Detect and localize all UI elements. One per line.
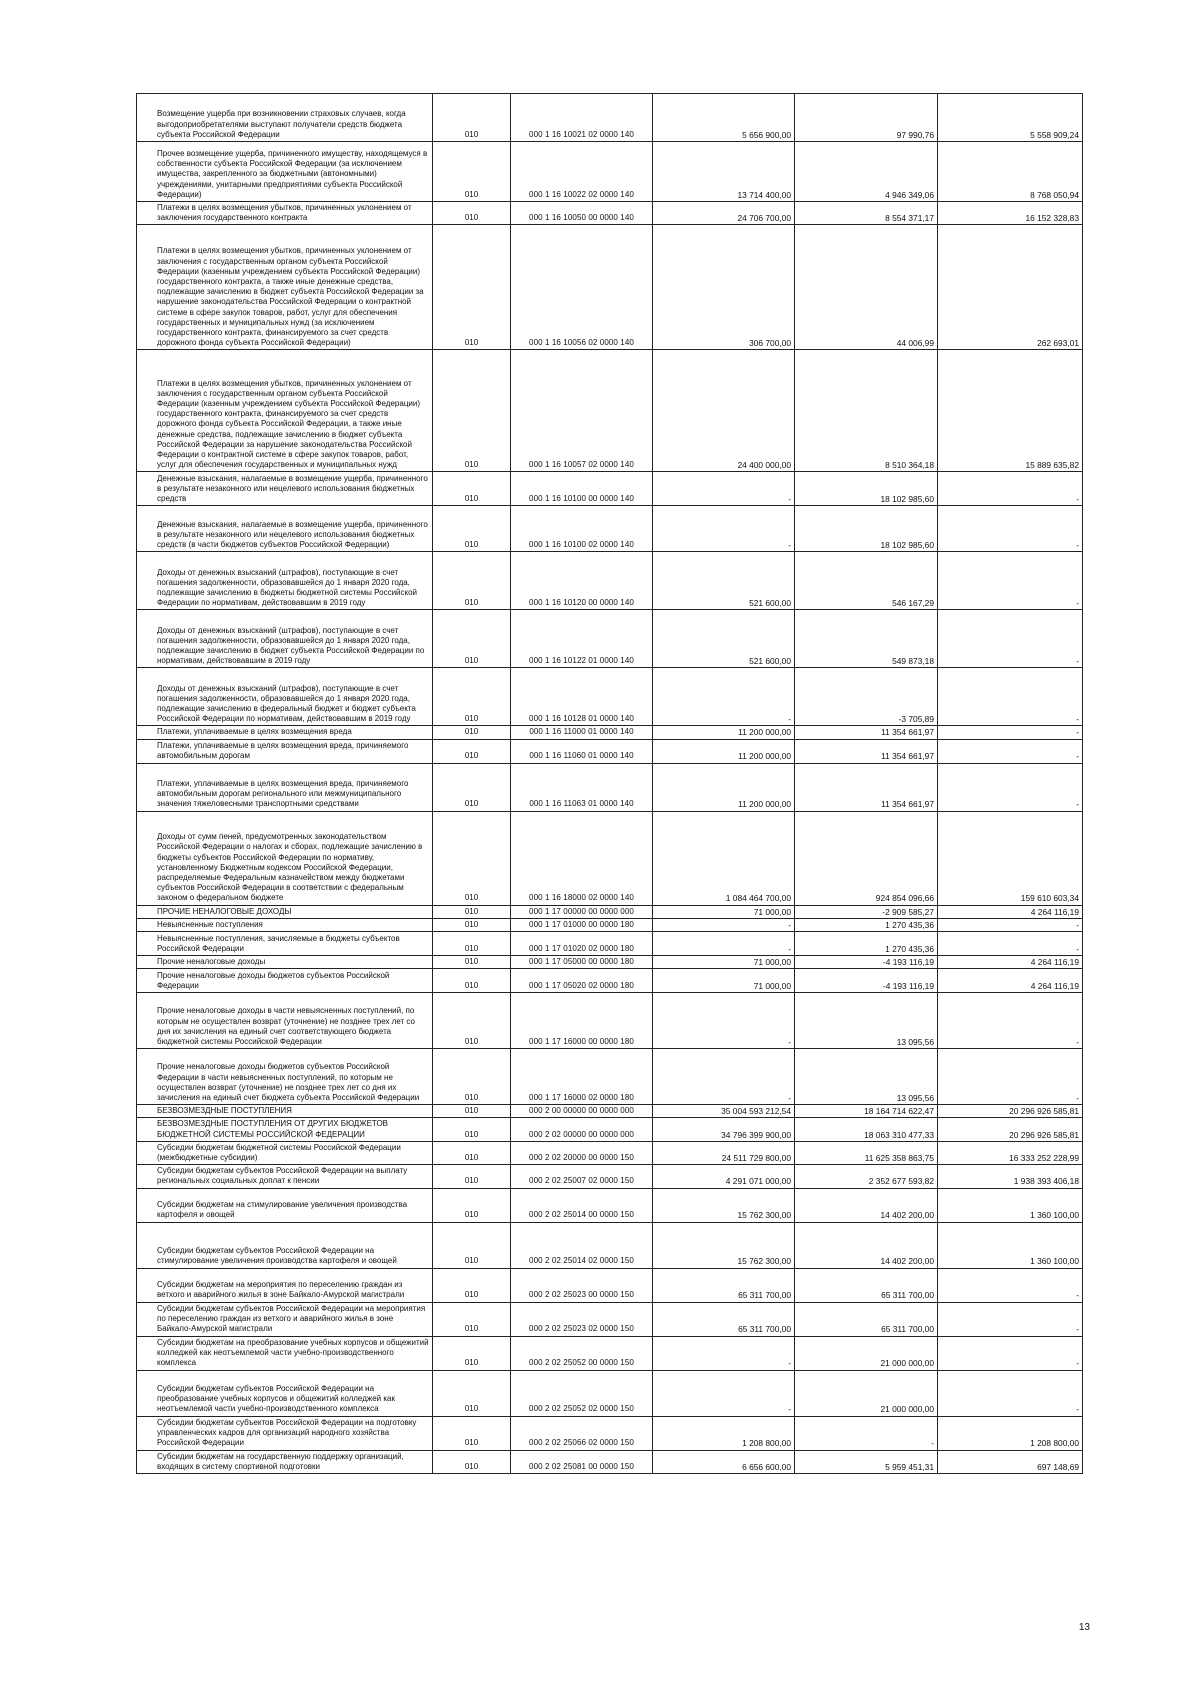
row-approved-amount: 65 311 700,00 [653,1302,795,1336]
table-row [137,472,1083,506]
row-budget-classification-code: 000 2 02 20000 00 0000 150 [511,1141,653,1164]
row-budget-classification-code: 000 1 17 05020 02 0000 180 [511,969,653,993]
row-executed-amount: 924 854 096,66 [795,811,938,905]
row-executed-amount: 549 873,18 [795,610,938,668]
row-description: Субсидии бюджетам субъектов Российской Федерации на преобразование учебных корпусов и общежитий колледжей как неотъемлемой части учебно-производственного комплекса [137,1370,433,1416]
budget-table [136,93,1083,1474]
row-executed-amount: 44 006,99 [795,225,938,350]
table-row [137,225,1083,350]
row-unexecuted-amount: - [938,1336,1083,1370]
row-approved-amount: - [653,472,795,506]
row-executed-amount: 2 352 677 593,82 [795,1165,938,1188]
row-description: Прочие неналоговые доходы бюджетов субъектов Российской Федерации [137,969,433,993]
row-unexecuted-amount: - [938,726,1083,739]
row-unexecuted-amount: - [938,1268,1083,1302]
row-approved-amount: - [653,1336,795,1370]
row-line-code: 010 [433,225,511,350]
row-unexecuted-amount: 4 264 116,19 [938,905,1083,918]
row-unexecuted-amount: 16 152 328,83 [938,202,1083,225]
row-approved-amount: 306 700,00 [653,225,795,350]
row-unexecuted-amount: - [938,668,1083,726]
row-unexecuted-amount: 1 208 800,00 [938,1416,1083,1450]
row-approved-amount: 24 511 729 800,00 [653,1141,795,1164]
row-budget-classification-code: 000 1 16 11060 01 0000 140 [511,739,653,763]
row-executed-amount: 18 164 714 622,47 [795,1105,938,1118]
row-line-code: 010 [433,993,511,1049]
row-executed-amount: -3 705,89 [795,668,938,726]
row-description: БЕЗВОЗМЕЗДНЫЕ ПОСТУПЛЕНИЯ ОТ ДРУГИХ БЮДЖЕТОВ БЮДЖЕТНОЙ СИСТЕМЫ РОССИЙСКОЙ ФЕДЕРАЦИИ [137,1118,433,1141]
row-line-code: 010 [433,142,511,202]
row-description: Платежи в целях возмещения убытков, причиненных уклонением от заключения государственного контракта [137,202,433,225]
row-budget-classification-code: 000 2 02 25052 02 0000 150 [511,1370,653,1416]
row-approved-amount: - [653,1370,795,1416]
table-row [137,1450,1083,1473]
row-line-code: 010 [433,1118,511,1141]
row-description: Платежи, уплачиваемые в целях возмещения вреда [137,726,433,739]
row-budget-classification-code: 000 2 00 00000 00 0000 000 [511,1105,653,1118]
row-executed-amount: 65 311 700,00 [795,1302,938,1336]
table-row [137,1105,1083,1118]
row-budget-classification-code: 000 1 16 10100 00 0000 140 [511,472,653,506]
row-line-code: 010 [433,969,511,993]
row-line-code: 010 [433,202,511,225]
row-line-code: 010 [433,552,511,610]
row-line-code: 010 [433,610,511,668]
row-line-code: 010 [433,905,511,918]
row-executed-amount: -4 193 116,19 [795,956,938,969]
table-row [137,1141,1083,1164]
row-unexecuted-amount: 16 333 252 228,99 [938,1141,1083,1164]
row-unexecuted-amount: 8 768 050,94 [938,142,1083,202]
row-unexecuted-amount: 20 296 926 585,81 [938,1118,1083,1141]
row-description: Платежи в целях возмещения убытков, причиненных уклонением от заключения с государственным органом субъекта Российской Федерации (казенным учреждением субъекта Российской Федерации) государственного контракта, финансируемого за счет средств дорожного фонда субъекта Российской Федерации, а также иные денежные средства, подлежащие зачислению в бюджет субъекта Российской Федерации за нарушение законодательства Российской Федерации о контрактной системе в сфере закупок товаров, работ, услуг для обеспечения государственных и муниципальных нужд [137,350,433,472]
row-budget-classification-code: 000 1 17 16000 00 0000 180 [511,993,653,1049]
row-description: Платежи в целях возмещения убытков, причиненных уклонением от заключения с государственным органом субъекта Российской Федерации (казенным учреждением субъекта Российской Федерации) государственного контракта, а также иные денежные средства, подлежащие зачислению в бюджет субъекта Российской Федерации за нарушение законодательства Российской Федерации о контрактной системе в сфере закупок товаров, работ, услуг для обеспечения государственных и муниципальных нужд (за исключением государственного контракта, финансируемого за счет средств дорожного фонда субъекта Российской Федерации) [137,225,433,350]
table-row [137,1049,1083,1105]
row-line-code: 010 [433,739,511,763]
row-description: Денежные взыскания, налагаемые в возмещение ущерба, причиненного в результате незаконного или нецелевого использования бюджетных средств [137,472,433,506]
row-description: Прочее возмещение ущерба, причиненного имуществу, находящемуся в собственности субъекта Российской Федерации (за исключением имущества, закрепленного за бюджетными (автономными) учреждениями, унитарными предприятиями субъекта Российской Федерации) [137,142,433,202]
row-approved-amount: 71 000,00 [653,905,795,918]
table-row [137,350,1083,472]
row-budget-classification-code: 000 1 16 10021 02 0000 140 [511,94,653,142]
row-approved-amount: - [653,668,795,726]
table-row [137,1118,1083,1141]
row-executed-amount: 13 095,56 [795,993,938,1049]
table-row [137,739,1083,763]
row-description: Платежи, уплачиваемые в целях возмещения вреда, причиняемого автомобильным дорогам [137,739,433,763]
row-budget-classification-code: 000 1 16 10100 02 0000 140 [511,506,653,552]
row-line-code: 010 [433,668,511,726]
row-line-code: 010 [433,763,511,811]
row-budget-classification-code: 000 1 17 16000 02 0000 180 [511,1049,653,1105]
table-row [137,969,1083,993]
row-executed-amount: 21 000 000,00 [795,1336,938,1370]
row-executed-amount: 18 063 310 477,33 [795,1118,938,1141]
row-budget-classification-code: 000 1 17 01000 00 0000 180 [511,918,653,931]
row-unexecuted-amount: - [938,993,1083,1049]
row-budget-classification-code: 000 1 16 11000 01 0000 140 [511,726,653,739]
row-unexecuted-amount: 4 264 116,19 [938,969,1083,993]
row-budget-classification-code: 000 1 16 11063 01 0000 140 [511,763,653,811]
row-line-code: 010 [433,726,511,739]
row-approved-amount: - [653,993,795,1049]
row-budget-classification-code: 000 2 02 25014 00 0000 150 [511,1188,653,1222]
row-approved-amount: 65 311 700,00 [653,1268,795,1302]
row-budget-classification-code: 000 1 16 10022 02 0000 140 [511,142,653,202]
row-budget-classification-code: 000 1 16 18000 02 0000 140 [511,811,653,905]
row-unexecuted-amount: 15 889 635,82 [938,350,1083,472]
row-budget-classification-code: 000 2 02 25066 02 0000 150 [511,1416,653,1450]
row-description: Прочие неналоговые доходы [137,956,433,969]
table-row [137,1165,1083,1188]
row-unexecuted-amount: - [938,610,1083,668]
row-executed-amount: 8 510 364,18 [795,350,938,472]
page-number: 13 [1078,1622,1090,1633]
row-budget-classification-code: 000 1 16 10120 00 0000 140 [511,552,653,610]
row-approved-amount: 521 600,00 [653,610,795,668]
row-description: БЕЗВОЗМЕЗДНЫЕ ПОСТУПЛЕНИЯ [137,1105,433,1118]
row-unexecuted-amount: 159 610 603,34 [938,811,1083,905]
table-row [137,1370,1083,1416]
row-executed-amount: 4 946 349,06 [795,142,938,202]
row-unexecuted-amount: 1 360 100,00 [938,1222,1083,1268]
row-approved-amount: 1 208 800,00 [653,1416,795,1450]
row-unexecuted-amount: - [938,1302,1083,1336]
row-line-code: 010 [433,1450,511,1473]
row-executed-amount: 14 402 200,00 [795,1222,938,1268]
row-description: Субсидии бюджетам на государственную поддержку организаций, входящих в систему спортивной подготовки [137,1450,433,1473]
row-line-code: 010 [433,1416,511,1450]
row-description: Субсидии бюджетам на преобразование учебных корпусов и общежитий колледжей как неотъемлемой части учебно-производственного комплекса [137,1336,433,1370]
table-row [137,1302,1083,1336]
row-description: Доходы от сумм пеней, предусмотренных законодательством Российской Федерации о налогах и сборах, подлежащие зачислению в бюджеты субъектов Российской Федерации по нормативу, установленному Бюджетным кодексом Российской Федерации, распределяемые Федеральным казначейством между бюджетами субъектов Российской Федерации в соответствии с федеральным законом о федеральном бюджете [137,811,433,905]
row-approved-amount: 11 200 000,00 [653,763,795,811]
row-line-code: 010 [433,506,511,552]
row-line-code: 010 [433,94,511,142]
row-description: Прочие неналоговые доходы в части невыясненных поступлений, по которым не осуществлен возврат (уточнение) не позднее трех лет со дня их зачисления на единый счет соответствующего бюджета бюджетной системы Российской Федерации [137,993,433,1049]
table-row [137,94,1083,142]
row-unexecuted-amount: 4 264 116,19 [938,956,1083,969]
row-executed-amount: 97 990,76 [795,94,938,142]
table-row [137,142,1083,202]
row-executed-amount: 11 354 661,97 [795,763,938,811]
table-row [137,763,1083,811]
row-unexecuted-amount: 20 296 926 585,81 [938,1105,1083,1118]
row-description: Субсидии бюджетам субъектов Российской Федерации на стимулирование увеличения производства картофеля и овощей [137,1222,433,1268]
row-line-code: 010 [433,918,511,931]
row-description: Доходы от денежных взысканий (штрафов), поступающие в счет погашения задолженности, образовавшейся до 1 января 2020 года, подлежащие зачислению в бюджет субъекта Российской Федерации по нормативам, действовавшим в 2019 году [137,610,433,668]
table-row [137,905,1083,918]
table-row [137,726,1083,739]
row-line-code: 010 [433,932,511,956]
row-budget-classification-code: 000 2 02 25014 02 0000 150 [511,1222,653,1268]
row-unexecuted-amount: 697 148,69 [938,1450,1083,1473]
row-description: Возмещение ущерба при возникновении страховых случаев, когда выгодоприобретателями выступают получатели средств бюджета субъекта Российской Федерации [137,94,433,142]
row-description: Доходы от денежных взысканий (штрафов), поступающие в счет погашения задолженности, образовавшейся до 1 января 2020 года, подлежащие зачислению в бюджеты бюджетной системы Российской Федерации по нормативам, действовавшим в 2019 году [137,552,433,610]
row-description: Субсидии бюджетам на стимулирование увеличения производства картофеля и овощей [137,1188,433,1222]
row-line-code: 010 [433,1105,511,1118]
row-approved-amount: 71 000,00 [653,956,795,969]
row-budget-classification-code: 000 2 02 25023 00 0000 150 [511,1268,653,1302]
row-budget-classification-code: 000 1 17 01020 02 0000 180 [511,932,653,956]
row-line-code: 010 [433,472,511,506]
table-row [137,668,1083,726]
row-executed-amount: 65 311 700,00 [795,1268,938,1302]
row-description: Денежные взыскания, налагаемые в возмещение ущерба, причиненного в результате незаконного или нецелевого использования бюджетных средств (в части бюджетов субъектов Российской Федерации) [137,506,433,552]
row-executed-amount: 11 354 661,97 [795,726,938,739]
row-executed-amount: 18 102 985,60 [795,506,938,552]
row-line-code: 010 [433,1165,511,1188]
row-executed-amount: 546 167,29 [795,552,938,610]
row-description: Субсидии бюджетам на мероприятия по переселению граждан из ветхого и аварийного жилья в зоне Байкало-Амурской магистрали [137,1268,433,1302]
row-executed-amount: 13 095,56 [795,1049,938,1105]
row-unexecuted-amount: - [938,1370,1083,1416]
table-row [137,811,1083,905]
row-line-code: 010 [433,1268,511,1302]
row-unexecuted-amount: 262 693,01 [938,225,1083,350]
row-executed-amount: 5 959 451,31 [795,1450,938,1473]
table-row [137,918,1083,931]
row-unexecuted-amount: - [938,918,1083,931]
row-approved-amount: 13 714 400,00 [653,142,795,202]
row-approved-amount: - [653,918,795,931]
row-executed-amount: 8 554 371,17 [795,202,938,225]
row-line-code: 010 [433,956,511,969]
row-unexecuted-amount: 5 558 909,24 [938,94,1083,142]
row-unexecuted-amount: - [938,739,1083,763]
row-approved-amount: - [653,932,795,956]
row-approved-amount: - [653,1049,795,1105]
table-row [137,552,1083,610]
table-row [137,1416,1083,1450]
row-approved-amount: 11 200 000,00 [653,726,795,739]
row-line-code: 010 [433,1222,511,1268]
row-approved-amount: 71 000,00 [653,969,795,993]
row-unexecuted-amount: - [938,472,1083,506]
row-approved-amount: 24 706 700,00 [653,202,795,225]
row-approved-amount: 15 762 300,00 [653,1222,795,1268]
row-executed-amount: 14 402 200,00 [795,1188,938,1222]
row-line-code: 010 [433,1336,511,1370]
row-unexecuted-amount: - [938,506,1083,552]
row-unexecuted-amount: - [938,1049,1083,1105]
row-unexecuted-amount: - [938,763,1083,811]
row-executed-amount: 1 270 435,36 [795,918,938,931]
row-line-code: 010 [433,350,511,472]
row-executed-amount: 1 270 435,36 [795,932,938,956]
row-budget-classification-code: 000 1 16 10050 00 0000 140 [511,202,653,225]
row-budget-classification-code: 000 1 16 10128 01 0000 140 [511,668,653,726]
row-budget-classification-code: 000 2 02 25052 00 0000 150 [511,1336,653,1370]
row-line-code: 010 [433,1302,511,1336]
row-description: Невыясненные поступления [137,918,433,931]
table-body [137,94,1083,1474]
row-executed-amount: 21 000 000,00 [795,1370,938,1416]
table-row [137,932,1083,956]
table-row [137,1336,1083,1370]
row-budget-classification-code: 000 2 02 25081 00 0000 150 [511,1450,653,1473]
row-description: Субсидии бюджетам субъектов Российской Федерации на подготовку управленческих кадров для организаций народного хозяйства Российской Федерации [137,1416,433,1450]
row-budget-classification-code: 000 2 02 00000 00 0000 000 [511,1118,653,1141]
row-approved-amount: 34 796 399 900,00 [653,1118,795,1141]
row-executed-amount: -4 193 116,19 [795,969,938,993]
row-budget-classification-code: 000 2 02 25023 02 0000 150 [511,1302,653,1336]
row-budget-classification-code: 000 1 16 10057 02 0000 140 [511,350,653,472]
row-budget-classification-code: 000 1 16 10122 01 0000 140 [511,610,653,668]
table-row [137,506,1083,552]
row-budget-classification-code: 000 1 16 10056 02 0000 140 [511,225,653,350]
row-budget-classification-code: 000 2 02 25007 02 0000 150 [511,1165,653,1188]
table-row [137,956,1083,969]
row-unexecuted-amount: 1 938 393 406,18 [938,1165,1083,1188]
row-approved-amount: 24 400 000,00 [653,350,795,472]
row-approved-amount: 521 600,00 [653,552,795,610]
row-line-code: 010 [433,1049,511,1105]
row-executed-amount: 11 625 358 863,75 [795,1141,938,1164]
row-line-code: 010 [433,811,511,905]
table-row [137,1268,1083,1302]
row-approved-amount: 15 762 300,00 [653,1188,795,1222]
row-approved-amount: 1 084 464 700,00 [653,811,795,905]
row-description: ПРОЧИЕ НЕНАЛОГОВЫЕ ДОХОДЫ [137,905,433,918]
row-budget-classification-code: 000 1 17 05000 00 0000 180 [511,956,653,969]
row-description: Субсидии бюджетам бюджетной системы Российской Федерации (межбюджетные субсидии) [137,1141,433,1164]
table-row [137,1188,1083,1222]
row-executed-amount: - [795,1416,938,1450]
row-approved-amount: - [653,506,795,552]
row-description: Невыясненные поступления, зачисляемые в бюджеты субъектов Российской Федерации [137,932,433,956]
row-approved-amount: 6 656 600,00 [653,1450,795,1473]
row-description: Доходы от денежных взысканий (штрафов), поступающие в счет погашения задолженности, образовавшейся до 1 января 2020 года, подлежащие зачислению в федеральный бюджет и бюджет субъекта Российской Федерации по нормативам, действовавшим в 2019 году [137,668,433,726]
row-approved-amount: 35 004 593 212,54 [653,1105,795,1118]
row-approved-amount: 4 291 071 000,00 [653,1165,795,1188]
row-unexecuted-amount: 1 360 100,00 [938,1188,1083,1222]
row-line-code: 010 [433,1141,511,1164]
table-row [137,610,1083,668]
row-approved-amount: 5 656 900,00 [653,94,795,142]
row-unexecuted-amount: - [938,552,1083,610]
table-row [137,202,1083,225]
row-line-code: 010 [433,1370,511,1416]
row-description: Субсидии бюджетам субъектов Российской Федерации на мероприятия по переселению граждан из ветхого и аварийного жилья в зоне Байкало-Амурской магистрали [137,1302,433,1336]
table-row [137,1222,1083,1268]
row-budget-classification-code: 000 1 17 00000 00 0000 000 [511,905,653,918]
row-unexecuted-amount: - [938,932,1083,956]
row-description: Субсидии бюджетам субъектов Российской Федерации на выплату региональных социальных доплат к пенсии [137,1165,433,1188]
row-executed-amount: -2 909 585,27 [795,905,938,918]
row-description: Платежи, уплачиваемые в целях возмещения вреда, причиняемого автомобильным дорогам регионального или межмуниципального значения тяжеловесными транспортными средствами [137,763,433,811]
row-line-code: 010 [433,1188,511,1222]
row-executed-amount: 18 102 985,60 [795,472,938,506]
row-executed-amount: 11 354 661,97 [795,739,938,763]
row-description: Прочие неналоговые доходы бюджетов субъектов Российской Федерации в части невыясненных поступлений, по которым не осуществлен возврат (уточнение) не позднее трех лет со дня их зачисления на единый счет бюджета субъекта Российской Федерации [137,1049,433,1105]
table-row [137,993,1083,1049]
row-approved-amount: 11 200 000,00 [653,739,795,763]
